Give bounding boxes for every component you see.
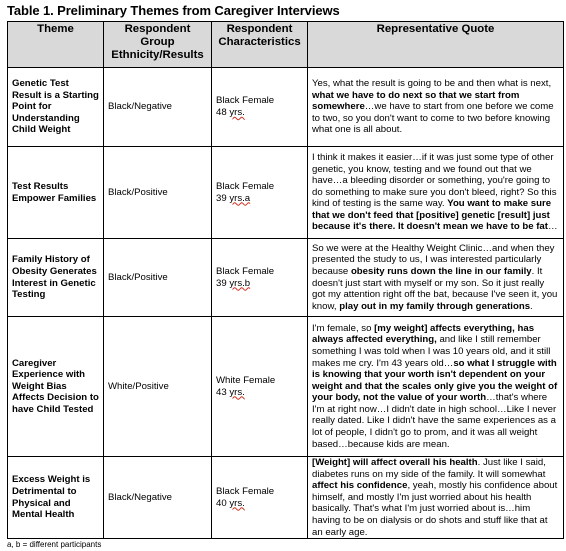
quote-text: …we have to start from one before we come to two, so you don't want to come to two before knowing what one is all about. bbox=[312, 101, 554, 136]
quote-text: I think it makes it easier…if it was just some type of other genetic, you know, testing and we found out that we have…a bleeding disorder or something, you're going to do something to make sure you don't bleed, right? So this kind of testing is the same way. bbox=[312, 151, 557, 210]
age-value: 39 bbox=[216, 277, 230, 289]
themes-table bbox=[7, 21, 564, 539]
characteristics-gender: White Female bbox=[216, 374, 276, 386]
quote-emphasis: what we have to do next so that we start from somewhere bbox=[312, 89, 520, 113]
characteristics-cell bbox=[212, 239, 308, 317]
age-unit: yrs.b bbox=[229, 277, 251, 289]
characteristics-age bbox=[216, 193, 303, 205]
theme-cell: Family History of Obesity Generates Interest in Genetic Testing bbox=[8, 239, 104, 317]
header-row bbox=[8, 22, 564, 68]
quote-text: I'm female, so bbox=[312, 322, 375, 334]
quote-emphasis: play out in my family through generations bbox=[339, 300, 531, 312]
quote-emphasis: You want to make sure that we don't feed that [positive] genetic [result] just because it's there. It doesn't mean we have to be fat bbox=[312, 198, 552, 233]
quote-emphasis: obesity runs down the line in our family bbox=[350, 265, 532, 277]
age-unit: yrs. bbox=[229, 107, 245, 118]
quote-cell bbox=[308, 457, 564, 539]
table-row bbox=[8, 68, 564, 147]
characteristics-gender: Black Female bbox=[216, 95, 275, 107]
table-caption: Table 1. Preliminary Themes from Caregiver Interviews bbox=[7, 3, 340, 18]
age-value: 40 bbox=[216, 497, 230, 509]
characteristics-age bbox=[216, 107, 303, 119]
header-characteristics: Respondent Characteristics bbox=[212, 22, 308, 68]
characteristics-cell bbox=[212, 68, 308, 147]
quote-text: Yes, what the result is going to be and then what is next, bbox=[312, 78, 552, 90]
theme-cell: Excess Weight is Detrimental to Physical and Mental Health bbox=[8, 457, 104, 539]
age-value: 39 bbox=[216, 192, 230, 204]
theme-cell: Genetic Test Result is a Starting Point for Understanding Child Weight bbox=[8, 68, 104, 147]
quote-text: …that's where I'm at right now…I didn't date in high school…Like I never really dated. Like I didn't have the same experiences as a lot of people, I didn't go to prom, and it was all weight based…because kids are mean. bbox=[312, 392, 557, 450]
table-row bbox=[8, 457, 564, 539]
age-unit: yrs. bbox=[229, 497, 245, 509]
quote-cell bbox=[308, 239, 564, 317]
theme-cell: Test Results Empower Families bbox=[8, 147, 104, 239]
header-theme: Theme bbox=[8, 22, 104, 68]
header-quote: Representative Quote bbox=[308, 22, 564, 68]
group-cell: Black/Negative bbox=[104, 457, 212, 539]
group-cell: Black/Negative bbox=[104, 68, 212, 147]
quote-cell bbox=[308, 147, 564, 239]
quote-text: , yeah, mostly his confidence about himself, and mostly I'm just worried about his health basically. That's what I'm just worried about is…him having to be on dialysis or do shots and stuff like that at an early age. bbox=[312, 480, 558, 538]
quote-text: . It doesn't just start with myself or my son. So it just really got my attention right off the bat, because I've seen it, you know, bbox=[312, 265, 558, 312]
group-cell: Black/Positive bbox=[104, 147, 212, 239]
characteristics-gender: Black Female bbox=[216, 265, 275, 277]
quote-text: So we were at the Healthy Weight Clinic…and when they presented the study to us, I was interested particularly because bbox=[312, 242, 555, 277]
quote-emphasis: so what I struggle with is knowing that your worth isn't dependent on your weight and that the scales only give you the weight of your body, not the value of your worth bbox=[312, 357, 558, 404]
quote-cell bbox=[308, 317, 564, 457]
characteristics-gender: Black Female bbox=[216, 485, 275, 497]
group-cell: White/Positive bbox=[104, 317, 212, 457]
group-cell: Black/Positive bbox=[104, 239, 212, 317]
characteristics-cell bbox=[212, 457, 308, 539]
theme-cell: Caregiver Experience with Weight Bias Affects Decision to have Child Tested bbox=[8, 317, 104, 457]
age-value: 43 bbox=[216, 386, 230, 398]
characteristics-age bbox=[216, 387, 303, 399]
footnote: a, b = different participants bbox=[7, 540, 102, 549]
characteristics-cell bbox=[212, 317, 308, 457]
quote-emphasis: [Weight] will affect overall his health bbox=[312, 457, 478, 468]
quote-emphasis: affect his confidence bbox=[312, 480, 408, 492]
characteristics-age bbox=[216, 498, 303, 510]
table-row bbox=[8, 239, 564, 317]
header-group: Respondent Group Ethnicity/Results bbox=[104, 22, 212, 68]
quote-cell bbox=[308, 68, 564, 147]
table-row bbox=[8, 147, 564, 239]
quote-text: … bbox=[547, 221, 558, 233]
characteristics-age bbox=[216, 278, 303, 290]
age-unit: yrs. bbox=[229, 386, 245, 398]
quote-emphasis: [my weight] affects everything, has always affected everything, bbox=[312, 322, 535, 346]
quote-text: and like I still remember something I was told when I was 10 years old, and it still makes me cry. I'm 43 years old… bbox=[312, 334, 551, 369]
table-row bbox=[8, 317, 564, 457]
characteristics-gender: Black Female bbox=[216, 180, 275, 192]
quote-text: . Just like I said, diabetes runs on my side of the family. It will somewhat bbox=[312, 457, 546, 480]
characteristics-cell bbox=[212, 147, 308, 239]
age-unit: yrs.a bbox=[229, 192, 251, 204]
quote-text: . bbox=[530, 300, 533, 312]
age-value: 48 bbox=[216, 107, 230, 118]
